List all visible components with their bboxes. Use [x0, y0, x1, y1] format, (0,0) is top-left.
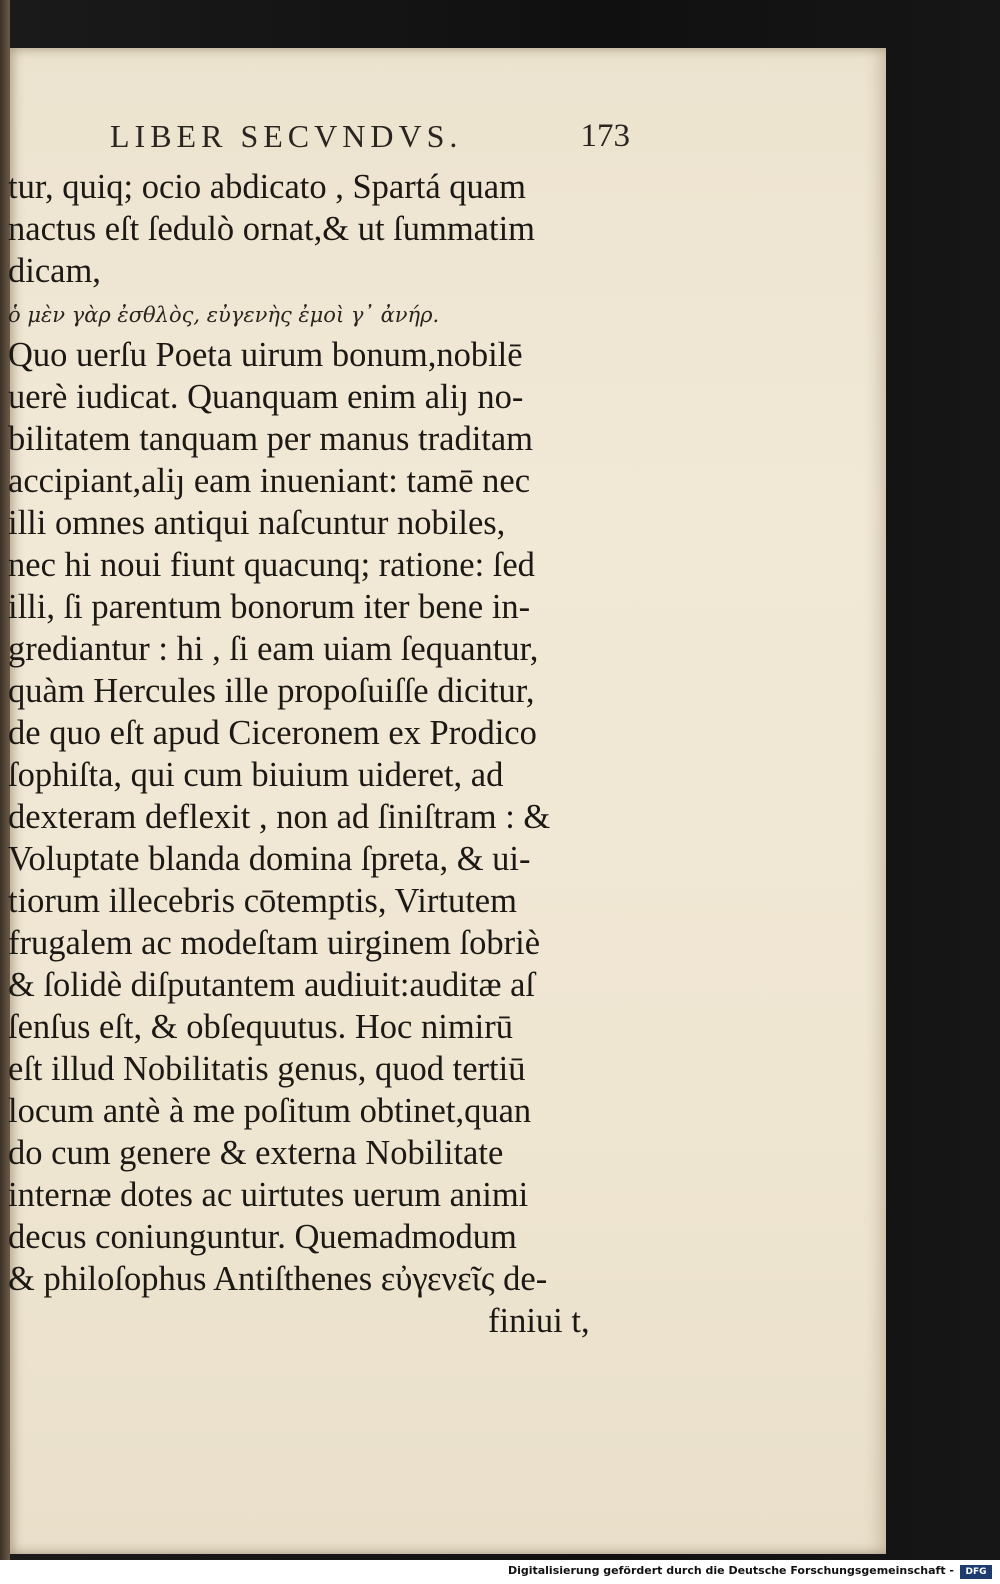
catchword: finiui t, — [488, 1302, 590, 1340]
text-line: dicam, — [8, 252, 101, 290]
running-title: LIBER SECVNDVS. — [110, 118, 463, 154]
funding-credit: Digitalisierung gefördert durch die Deutsche Forschungsgemeinschaft - — [507, 1564, 954, 1577]
greek-verse-line: ὁ μὲν γὰρ ἐσθλὸς, εὐγενὴς ἐμοὶ γ᾽ ἀνήρ. — [8, 303, 440, 327]
text-line: ſophiſta, qui cum biuium uideret, ad — [8, 756, 504, 794]
page-header — [110, 118, 630, 168]
text-line: accipiant,aliȷ eam inueniant: tamē nec — [8, 462, 531, 500]
page-number: 173 — [580, 118, 630, 154]
text-line: nec hi noui fiunt quacunq; ratione: ſed — [8, 546, 535, 584]
text-line: nactus eſt ſedulò ornat,& ut ſummatim — [8, 210, 535, 248]
text-line: internæ dotes ac uirtutes uerum animi — [8, 1176, 529, 1214]
text-line: & ſolidè diſputantem audiuit:auditæ aſ — [8, 966, 536, 1004]
text-line: ſenſus eſt, & obſequutus. Hoc nimirū — [8, 1008, 513, 1046]
text-line: locum antè à me poſitum obtinet,quan — [8, 1092, 532, 1130]
text-line: illi omnes antiqui naſcuntur nobiles, — [8, 504, 506, 542]
text-line: tur, quiq; ocio abdicato , Spartá quam — [8, 168, 526, 206]
text-line: uerè iudicat. Quanquam enim aliȷ no- — [8, 378, 524, 416]
text-line: & philoſophus Antiſthenes εὐγενεῖς de- — [8, 1260, 548, 1298]
text-line: de quo eſt apud Ciceronem ex Prodico — [8, 714, 537, 752]
digitization-footer — [0, 1560, 1000, 1584]
text-line: frugalem ac modeſtam uirginem ſobriè — [8, 924, 541, 962]
text-line: illi, ſi parentum bonorum iter bene in- — [8, 588, 531, 626]
text-line: bilitatem tanquam per manus traditam — [8, 420, 534, 458]
text-line: Voluptate blanda domina ſpreta, & ui- — [8, 840, 531, 878]
text-line: quàm Hercules ille propoſuiſſe dicitur, — [8, 672, 535, 710]
text-line: Quo uerſu Poeta uirum bonum,nobilē — [8, 336, 523, 374]
dfg-logo: DFG — [960, 1565, 992, 1579]
text-line: grediantur : hi , ſi eam uiam ſequantur, — [8, 630, 539, 668]
text-line: eſt illud Nobilitatis genus, quod tertiū — [8, 1050, 526, 1088]
text-line: do cum genere & externa Nobilitate — [8, 1134, 504, 1172]
text-line: dexteram deflexit , non ad ſiniſtram : & — [8, 798, 551, 836]
text-line: tiorum illecebris cōtemptis, Virtutem — [8, 882, 517, 920]
text-line: decus coniunguntur. Quemadmodum — [8, 1218, 517, 1256]
